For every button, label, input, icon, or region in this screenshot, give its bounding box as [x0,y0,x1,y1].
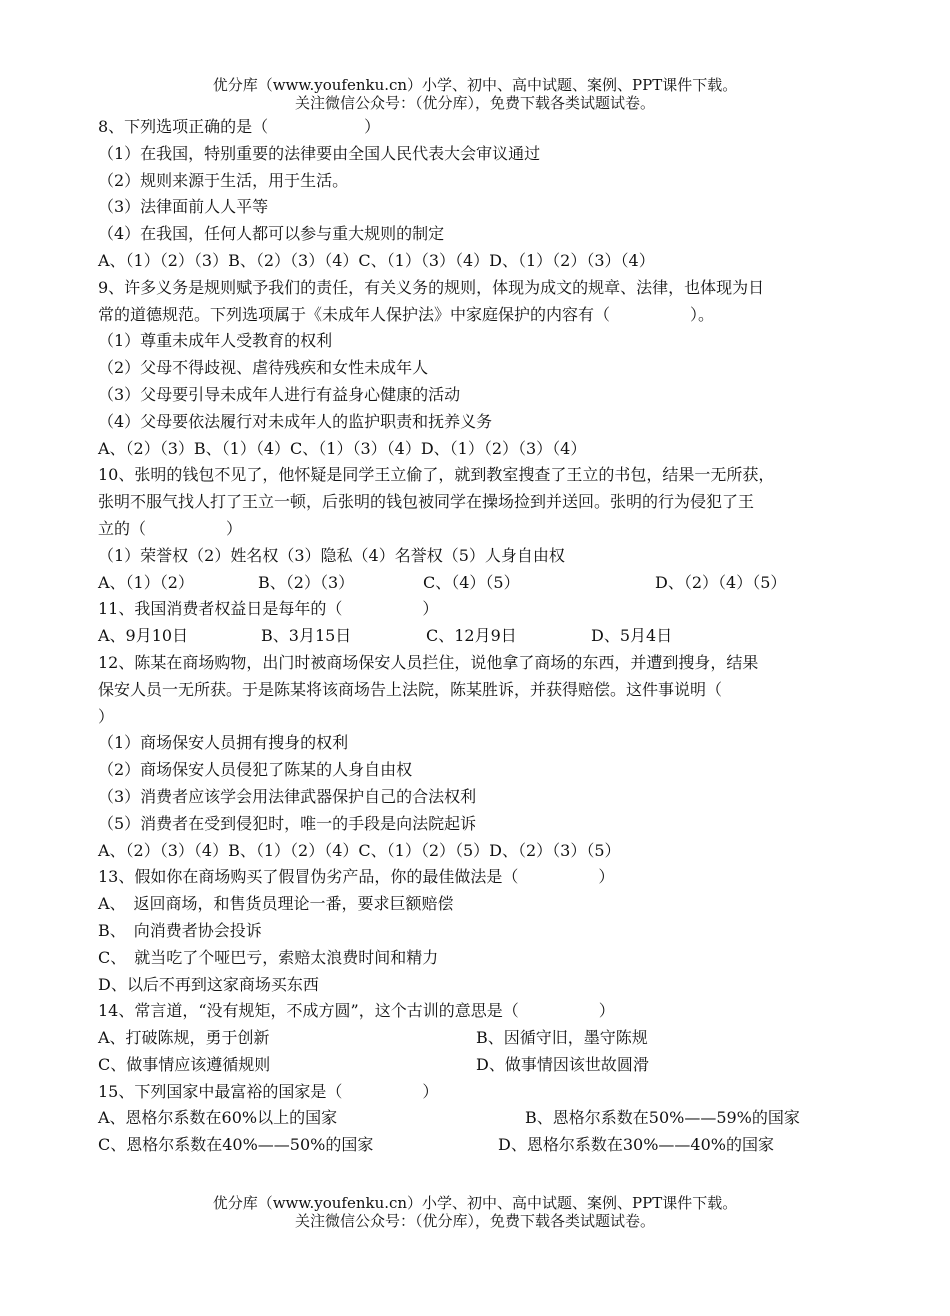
q8-item-2: （2）规则来源于生活，用于生活。 [98,170,349,190]
page-footer [0,1194,950,1230]
q14-stem: 14、常言道，“没有规矩，不成方圆”，这个古训的意思是（ ） [98,1001,615,1021]
q9-stem-line-2: 常的道德规范。下列选项属于《未成年人保护法》中家庭保护的内容有（ ）。 [98,304,715,324]
q12-item-4: （5）消费者在受到侵犯时，唯一的手段是向法院起诉 [98,813,477,833]
q11-options [98,623,858,650]
q14-options-row-2 [98,1052,858,1079]
footer-line-1: 优分库（www.youfenku.cn）小学、初中、高中试题、案例、PPT课件下载。 [212,1194,738,1212]
q13-stem: 13、假如你在商场购买了假冒伪劣产品，你的最佳做法是（ ） [98,867,615,887]
q10-option-c: C、（4）（5） [423,572,520,592]
q12-stem-line-2: 保安人员一无所获。于是陈某将该商场告上法院，陈某胜诉，并获得赔偿。这件事说明（ [98,679,723,699]
q9-item-2: （2）父母不得歧视、虐待残疾和女性未成年人 [98,358,429,378]
q8-item-3: （3）法律面前人人平等 [98,197,269,217]
q14-option-b: B、因循守旧，墨守陈规 [476,1028,648,1048]
q15-option-a: A、恩格尔系数在60%以上的国家 [98,1108,338,1128]
q11-option-d: D、5月4日 [591,626,673,646]
q14-option-a: A、打破陈规，勇于创新 [98,1028,270,1048]
question-list [98,114,858,1159]
q15-options-row-2 [98,1132,858,1159]
footer-line-2: 关注微信公众号：（优分库），免费下载各类试题试卷。 [294,1212,655,1230]
q13-option-d: D、以后不再到这家商场买东西 [98,974,319,994]
q8-item-1: （1）在我国，特别重要的法律要由全国人民代表大会审议通过 [98,143,541,163]
q10-option-a: A、（1）（2） [98,572,194,592]
q15-option-b: B、恩格尔系数在50%——59%的国家 [525,1108,800,1128]
q11-stem: 11、我国消费者权益日是每年的（ ） [98,599,439,619]
q12-stem-line-3: ） [98,706,115,726]
q12-item-3: （3）消费者应该学会用法律武器保护自己的合法权利 [98,786,477,806]
q10-stem-line-2: 张明不服气找人打了王立一顿，后张明的钱包被同学在操场捡到并送回。张明的行为侵犯了王 [98,492,755,512]
q8-options: A、（1）（2）（3）B、（2）（3）（4）C、（1）（3）（4）D、（1）（2）（3）（4） [98,250,655,270]
q9-item-3: （3）父母要引导未成年人进行有益身心健康的活动 [98,384,461,404]
q12-item-1: （1）商场保安人员拥有搜身的权利 [98,733,349,753]
q10-option-b: B、（2）（3） [258,572,355,592]
q13-option-a: A、 返回商场，和售货员理论一番，要求巨额赔偿 [98,894,454,914]
q13-option-c: C、 就当吃了个哑巴亏，索赔太浪费时间和精力 [98,947,439,967]
q10-stem-line-1: 10、张明的钱包不见了，他怀疑是同学王立偷了，就到教室搜查了王立的书包，结果一无所获， [98,465,775,485]
q15-options-row-1 [98,1105,858,1132]
q11-option-b: B、3月15日 [261,626,352,646]
q11-option-c: C、12月9日 [426,626,517,646]
q8-item-4: （4）在我国，任何人都可以参与重大规则的制定 [98,224,445,244]
header-line-2: 关注微信公众号：（优分库），免费下载各类试题试卷。 [294,94,655,112]
q10-items: （1）荣誉权（2）姓名权（3）隐私（4）名誉权（5）人身自由权 [98,545,565,565]
page-header [0,76,950,112]
q14-options-row-1 [98,1025,858,1052]
q12-stem-line-1: 12、陈某在商场购物，出门时被商场保安人员拦住，说他拿了商场的东西，并遭到搜身，结果 [98,652,759,672]
header-line-1: 优分库（www.youfenku.cn）小学、初中、高中试题、案例、PPT课件下载。 [212,76,738,94]
q10-options [98,570,858,597]
q15-stem: 15、下列国家中最富裕的国家是（ ） [98,1081,439,1101]
q12-item-2: （2）商场保安人员侵犯了陈某的人身自由权 [98,760,413,780]
q9-item-1: （1）尊重未成年人受教育的权利 [98,331,333,351]
q10-option-d: D、（2）（4）（5） [655,572,787,592]
q15-option-d: D、恩格尔系数在30%——40%的国家 [498,1135,774,1155]
q9-options: A、（2）（3）B、（1）（4）C、（1）（3）（4）D、（1）（2）（3）（4） [98,438,587,458]
q13-option-b: B、 向消费者协会投诉 [98,920,262,940]
q10-stem-line-3: 立的（ ） [98,518,243,538]
q8-stem: 8、下列选项正确的是（ ） [98,117,381,136]
q15-option-c: C、恩格尔系数在40%——50%的国家 [98,1135,374,1155]
q9-item-4: （4）父母要依法履行对未成年人的监护职责和抚养义务 [98,411,493,431]
q14-option-c: C、做事情应该遵循规则 [98,1054,271,1074]
q11-option-a: A、9月10日 [98,626,189,646]
q9-stem-line-1: 9、许多义务是规则赋予我们的责任，有关义务的规则，体现为成文的规章、法律，也体现为日 [98,277,765,297]
q12-options: A、（2）（3）（4）B、（1）（2）（4）C、（1）（2）（5）D、（2）（3）（5） [98,840,621,860]
q14-option-d: D、做事情因该世故圆滑 [476,1054,649,1074]
